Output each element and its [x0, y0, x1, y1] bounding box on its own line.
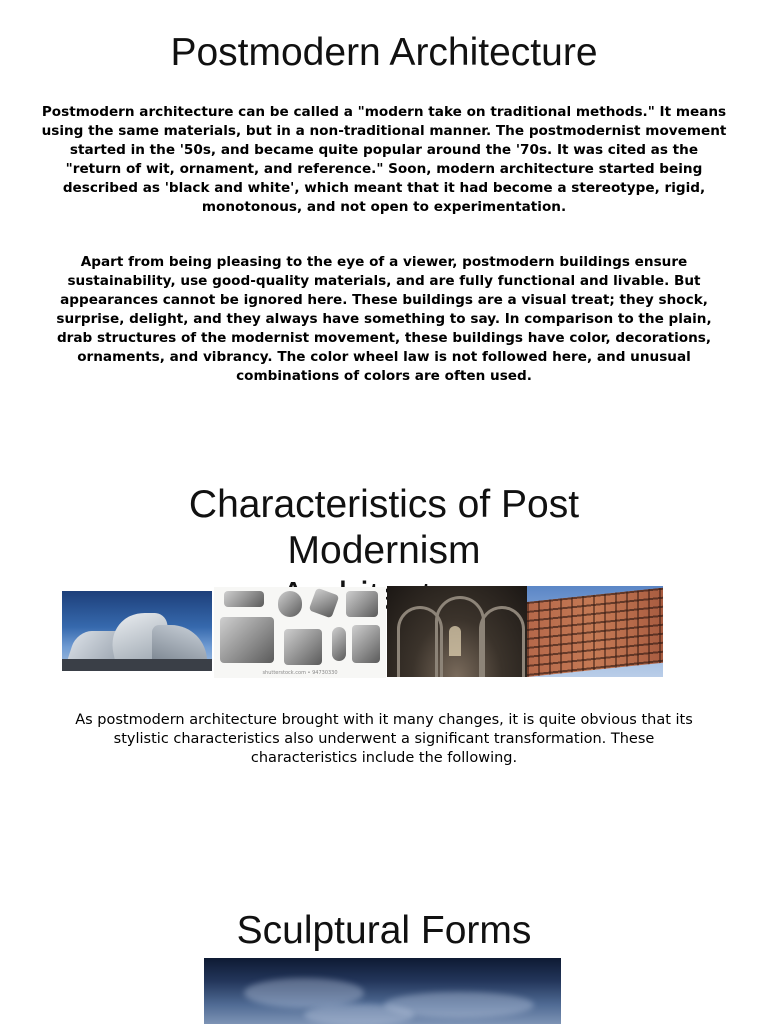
characteristics-paragraph: As postmodern architecture brought with it many changes, it is quite obvious that its stylistic characteristics also underwent a significant transformation. These characteristics include the following.	[75, 712, 693, 766]
page-title: Postmodern Architecture	[170, 31, 598, 74]
characteristics-heading: Characteristics of Post Modernism	[188, 483, 580, 572]
cathedral-interior-photo	[387, 586, 527, 677]
photo-watermark: shutterstock.com • 94730330	[262, 670, 338, 676]
sculptural-building-photo	[62, 591, 212, 671]
brick-facade-photo	[527, 586, 663, 677]
second-paragraph: Apart from being pleasing to the eye of a viewer, postmodern buildings ensure sustainability, use good-quality materials, and are fully functional and livable. But appearances cannot be ignored here. These buildings are a visual treat; they shock, surprise, delight, and they always have something to say. In comparison to the plain, drab structures of the modernist movement, these buildings have color, decorations, ornaments, and vibrancy. The color wheel law is not followed here, and unusual combinations of colors are often used.	[56, 254, 712, 384]
intro-paragraph: Postmodern architecture can be called a "modern take on traditional methods." It means using the same materials, but in a non-traditional manner. The postmodernist movement started in the '50s, and became quite popular around the '70s. It was cited as the "return of wit, ornament, and reference." Soon, modern architecture started being described as 'black and white', which meant that it had become a stereotype, rigid, monotonous, and not open to experimentation.	[41, 104, 727, 215]
ornament-collage-photo	[214, 587, 386, 678]
sculptural-forms-heading: Sculptural Forms	[236, 909, 532, 952]
sculptural-forms-photo	[204, 958, 561, 1024]
